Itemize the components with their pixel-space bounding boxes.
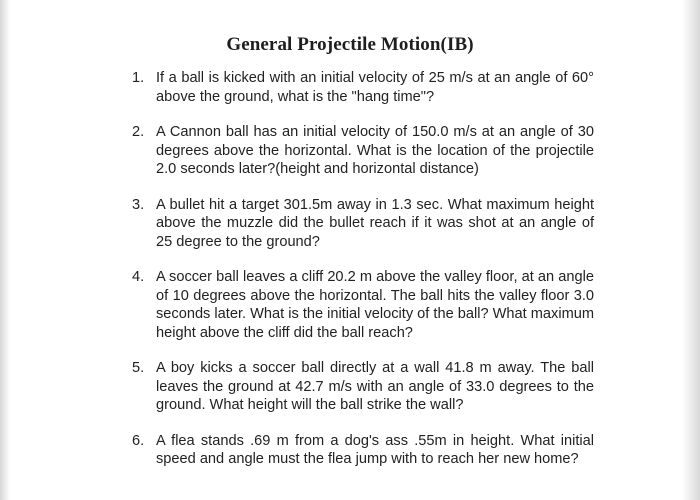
question-item: [132, 69, 594, 106]
question-item: [132, 268, 594, 342]
question-list: [132, 69, 594, 486]
page-right-shadow: [682, 0, 700, 500]
question-item: [132, 123, 594, 179]
question-item: [132, 432, 594, 469]
question-number: 3.: [132, 196, 145, 213]
question-text: A flea stands .69 m from a dog's ass .55m in height. What initial speed and angle must the flea jump with to reach her new home?: [156, 432, 594, 467]
question-number: 6.: [132, 432, 145, 449]
question-item: [132, 359, 594, 415]
question-text: A Cannon ball has an initial velocity of 150.0 m/s at an angle of 30 degrees above the horizontal. What is the location of the projectile 2.0 seconds later?(height and horizontal distance): [156, 124, 594, 177]
question-text: A soccer ball leaves a cliff 20.2 m above the valley floor, at an angle of 10 degrees above the horizontal. The ball hits the valley floor 3.0 seconds later. What is the initial velocity of the ball? What maximum height above the cliff did the ball reach?: [156, 269, 594, 341]
question-text: If a ball is kicked with an initial velocity of 25 m/s at an angle of 60° above the ground, what is the "hang time"?: [156, 70, 594, 105]
page-left-shadow: [0, 0, 10, 500]
question-text: A bullet hit a target 301.5m away in 1.3 sec. What maximum height above the muzzle did the bullet reach if it was shot at an angle of 25 degree to the ground?: [156, 196, 594, 250]
question-text: A boy kicks a soccer ball directly at a wall 41.8 m away. The ball leaves the ground at 42.7 m/s with an angle of 33.0 degrees to the ground. What height will the ball strike the wall?: [156, 360, 594, 413]
question-item: [132, 196, 594, 252]
page-title: General Projectile Motion(IB): [226, 34, 474, 55]
question-number: 2.: [132, 124, 145, 140]
question-number: 1.: [132, 70, 145, 86]
question-number: 5.: [132, 360, 145, 376]
question-number: 4.: [132, 269, 145, 285]
